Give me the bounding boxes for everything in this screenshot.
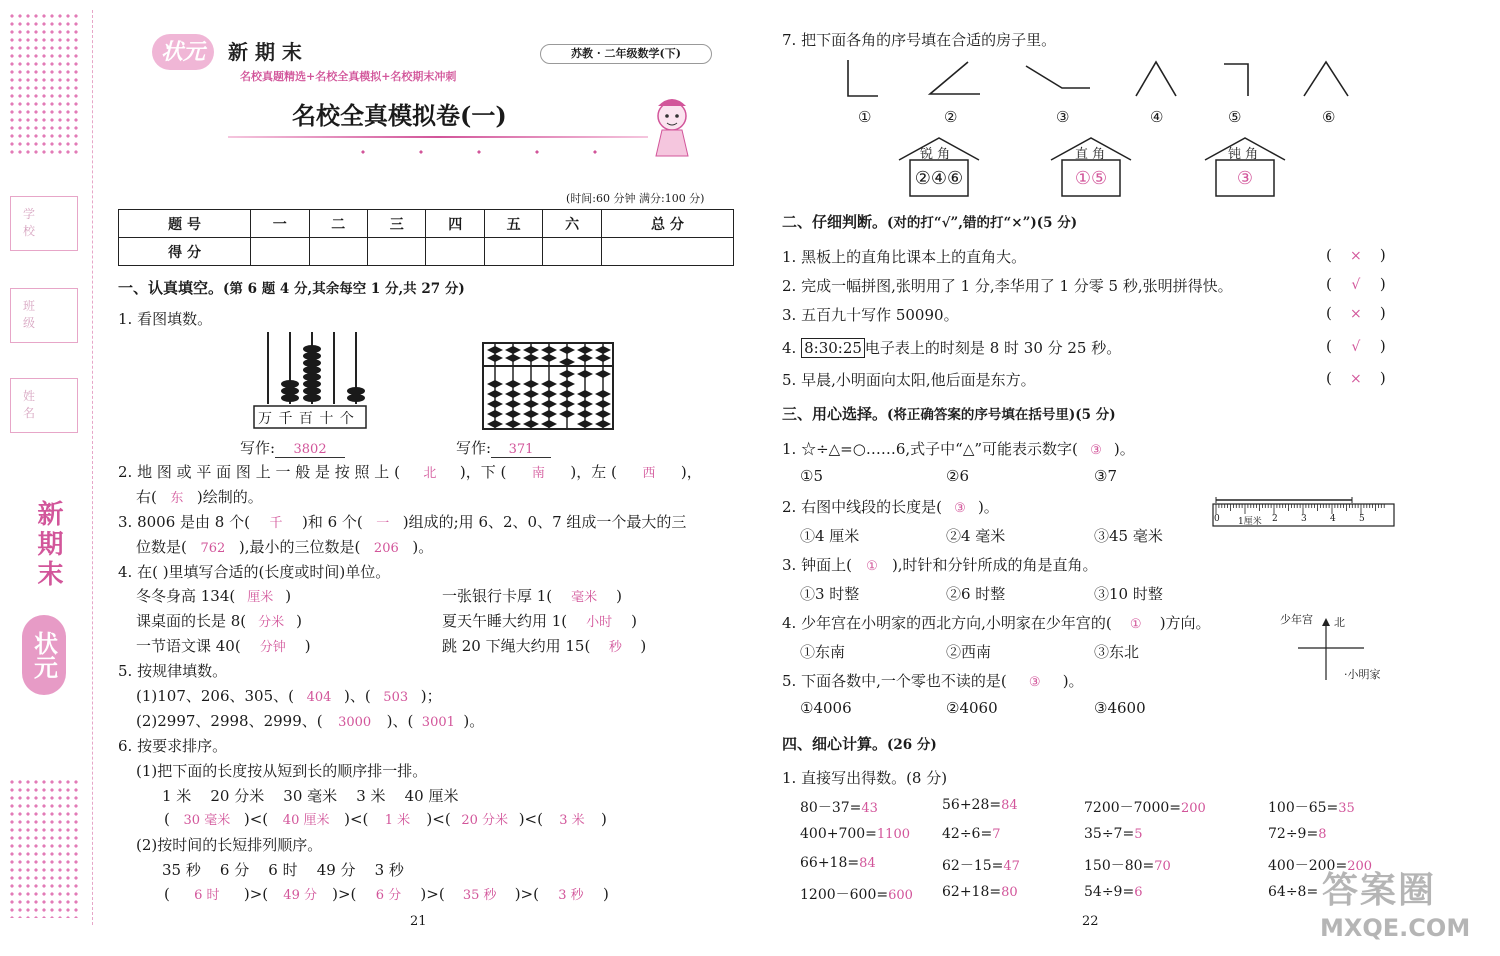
brand-title: 新 期 末: [228, 40, 302, 64]
choice-option[interactable]: ③10 时整: [1094, 585, 1163, 603]
choice-question: [782, 496, 999, 517]
order-sign: )<(: [518, 810, 543, 828]
judge-item-text: 电子表上的时刻是 8 时 30 分 25 秒。: [864, 339, 1122, 357]
calc-item: [1268, 826, 1326, 842]
score-cell[interactable]: [484, 238, 542, 266]
calc-item: [942, 797, 1018, 813]
q3-answer[interactable]: 762: [200, 541, 226, 556]
q2-answer[interactable]: 东: [170, 491, 184, 506]
page-title: 名校全真模拟卷(一): [292, 101, 507, 130]
judge-item: [782, 337, 1121, 358]
calc-item: [800, 855, 876, 871]
calc-answer[interactable]: 84: [1001, 798, 1018, 813]
section4-note: (26 分): [887, 737, 937, 753]
q2-text: )，: [680, 463, 702, 481]
q6-text: 6. 按要求排序。: [118, 737, 228, 755]
score-header: 题 号: [119, 210, 251, 238]
q5-text: 5. 按规律填数。: [118, 662, 228, 680]
calc-item: [800, 826, 910, 842]
score-table: [118, 209, 734, 266]
q4-text: 4. 在( )里填写合适的(长度或时间)单位。: [118, 563, 391, 581]
q2-answer[interactable]: 北: [423, 466, 437, 481]
calc-question: 42÷6=: [942, 826, 993, 842]
q2-answer[interactable]: 西: [642, 466, 656, 481]
q2-text: )，下 (: [459, 463, 507, 481]
watermark-cn: 答案圈: [1322, 870, 1437, 911]
calc-item: [942, 855, 1020, 875]
calc-answer[interactable]: 35: [1338, 801, 1355, 816]
score-row-label: 得 分: [119, 238, 251, 266]
order-answer[interactable]: 49 分: [283, 888, 317, 903]
order-sign: )<(: [243, 810, 269, 828]
order-sign: )<(: [344, 810, 369, 828]
judge-mark: ×: [1349, 371, 1362, 387]
calc-question: 100－65=: [1268, 800, 1339, 816]
q6-time-order: ( 6 时 )>( 49 分 )>( 6 分 )>( 35 秒 )>( 3 秒 ): [164, 885, 609, 903]
ruler-tick-label: 1厘米: [1238, 517, 1262, 527]
q1-write2: [456, 437, 551, 458]
q3-line1: [118, 511, 686, 532]
q6-len-order: ( 30 毫米 )<( 40 厘米 )<( 1 米 )<( 20 分米 )<( 3 米 ): [164, 810, 607, 828]
section2-note: (对的打“√”,错的打“×”)(5 分): [887, 215, 1078, 231]
school-field[interactable]: [10, 196, 78, 251]
q4-item-text: 夏天午睡大约用 1(: [442, 612, 568, 630]
q4-item-text: ): [304, 637, 311, 655]
choice-text: )。: [1113, 440, 1135, 458]
binding-dots-bottom: [8, 778, 80, 918]
ruler-tick-label: 2: [1272, 514, 1278, 524]
edition-badge: 苏教 · 二年级数学(下): [540, 44, 712, 64]
place-label: 万: [258, 411, 273, 427]
calc-answer[interactable]: 5: [1134, 827, 1143, 842]
q4-item: [136, 610, 302, 631]
choice-answer[interactable]: ①: [866, 559, 878, 574]
angle-label: ⑤: [1228, 108, 1242, 126]
q4-item-text: 冬冬身高 134(: [136, 587, 236, 605]
calc-item: [1084, 884, 1142, 900]
order-answer[interactable]: 3 米: [559, 813, 585, 828]
judge-mark: √: [1351, 277, 1361, 293]
score-cell[interactable]: [309, 238, 367, 266]
binding-dots-top: [8, 12, 80, 154]
q2-answer[interactable]: 南: [531, 466, 545, 481]
ruler-tick-label: 5: [1359, 514, 1365, 524]
section4-heading: [782, 733, 937, 754]
angle-label: ④: [1150, 108, 1164, 126]
calc-item: [1084, 826, 1142, 842]
calc-item: [800, 884, 913, 904]
judge-paren[interactable]: ( √ ): [1326, 275, 1386, 293]
q5-text: )、(: [344, 687, 371, 705]
calc-question: 64÷8=: [1268, 884, 1319, 900]
score-cell[interactable]: [543, 238, 601, 266]
q4-answer[interactable]: 分钟: [259, 640, 286, 655]
q3-text: 3. 8006 是由 8 个(: [118, 513, 250, 531]
time-info: (时间:60 分钟 满分:100 分): [566, 192, 705, 205]
house-name: 钝 角: [1228, 147, 1259, 162]
calc-question: 66+18=: [800, 855, 860, 871]
choice-option[interactable]: ③7: [1094, 467, 1117, 485]
q2-line1: [118, 461, 702, 482]
score-row: [119, 238, 734, 266]
q4-item: [442, 585, 622, 606]
angle-label: ②: [944, 108, 958, 126]
q2-text: )，左 (: [570, 463, 617, 481]
q4-answer[interactable]: 毫米: [571, 590, 598, 605]
page-number-right: 22: [1082, 914, 1099, 929]
calc-answer[interactable]: 80: [1001, 885, 1018, 900]
write-label: 写作:: [456, 439, 492, 457]
order-sign: )<(: [426, 810, 451, 828]
calc-answer[interactable]: 200: [1347, 859, 1373, 874]
q3-line2: [136, 536, 433, 557]
order-answer[interactable]: 35 秒: [462, 888, 497, 903]
choice-option[interactable]: ②6 时整: [946, 585, 1006, 603]
score-header: 总 分: [601, 210, 733, 238]
counting-frame-labels: [258, 408, 355, 428]
judge-item: 5. 早晨,小明面向太阳,他后面是东方。: [782, 371, 1036, 389]
calc-item: [800, 797, 878, 817]
score-header: 二: [309, 210, 367, 238]
judge-paren[interactable]: ( × ): [1326, 304, 1386, 322]
order-answer[interactable]: 6 时: [194, 888, 220, 903]
judge-paren[interactable]: ( √ ): [1326, 337, 1386, 355]
order-answer[interactable]: 30 毫米: [183, 813, 231, 828]
score-cell[interactable]: [368, 238, 426, 266]
choice-text: 2. 右图中线段的长度是(: [782, 498, 942, 516]
q4-answer[interactable]: 小时: [586, 615, 613, 630]
q4-item-text: 跳 20 下绳大约用 15(: [442, 637, 591, 655]
calc-question: 62－15=: [942, 858, 1004, 874]
q2-text: )绘制的。: [196, 488, 263, 506]
choice-answer[interactable]: ③: [954, 501, 966, 516]
class-label: 班 级: [23, 299, 50, 330]
title-underline: [228, 136, 648, 138]
calc-answer[interactable]: 1100: [876, 827, 910, 842]
mascot-illustration: [640, 92, 710, 160]
judge-item-number: 4.: [782, 339, 802, 357]
binding-logo-vertical: 状元: [22, 615, 66, 695]
q4-item-text: ): [616, 587, 623, 605]
q4-answer[interactable]: 秒: [608, 640, 622, 655]
q3-text: )。: [412, 538, 434, 556]
house-answer[interactable]: ②④⑥: [914, 168, 964, 189]
place-label: 千: [278, 411, 294, 427]
calc-question: 80－37=: [800, 800, 862, 816]
house-name: 锐 角: [920, 147, 951, 162]
school-label: 学 校: [23, 207, 50, 238]
q3-text: ),最小的三位数是(: [238, 538, 361, 556]
choice-question: [782, 670, 1084, 691]
section1-title: 一、认真填空。: [118, 279, 224, 297]
ruler-tick-label: 4: [1330, 514, 1336, 524]
ruler-tick-label: 3: [1301, 514, 1307, 524]
choice-answer[interactable]: ③: [1090, 443, 1102, 458]
q3-text: )组成的;用 6、2、0、7 组成一个最大的三: [402, 513, 687, 531]
q2-text: 右(: [136, 488, 157, 506]
name-field[interactable]: [10, 378, 78, 433]
q4-item-text: 一张银行卡厚 1(: [442, 587, 553, 605]
choice-text: )方向。: [1159, 614, 1211, 632]
score-header: 五: [484, 210, 542, 238]
choice-answer[interactable]: ①: [1129, 617, 1142, 632]
class-field[interactable]: [10, 288, 78, 343]
section1-heading: [118, 277, 465, 298]
compass-home-label: ·小明家: [1344, 668, 1381, 681]
score-header: 四: [426, 210, 484, 238]
calc-answer[interactable]: 47: [1003, 859, 1020, 874]
calc-question: 72÷9=: [1268, 826, 1319, 842]
title-dots: [334, 150, 624, 154]
compass-top-label: 少年宫: [1280, 613, 1313, 626]
choice-option[interactable]: ①3 时整: [800, 585, 860, 603]
calc-item: [1268, 884, 1318, 900]
page-number-left: 21: [410, 914, 427, 929]
calc-answer[interactable]: 6: [1134, 885, 1143, 900]
q5-text: (1)107、206、305、(: [136, 687, 294, 705]
calc-answer[interactable]: 8: [1318, 827, 1327, 842]
calc-question: 35÷7=: [1084, 826, 1135, 842]
write-answer[interactable]: 3802: [275, 442, 345, 458]
clock-display: 8:30:25: [801, 338, 865, 358]
q4-item-text: 一节语文课 40(: [136, 637, 241, 655]
score-cell[interactable]: [601, 238, 733, 266]
place-label: 个: [339, 411, 355, 427]
calc-question: 54÷9=: [1084, 884, 1135, 900]
score-header: 三: [368, 210, 426, 238]
calc-answer[interactable]: 70: [1154, 859, 1171, 874]
order-sign: )>(: [243, 885, 269, 903]
choice-option[interactable]: ②4060: [946, 699, 998, 717]
choice-option[interactable]: ③45 毫米: [1094, 527, 1163, 545]
section2-heading: [782, 211, 1077, 232]
logo-badge: 状元: [152, 34, 214, 70]
choice-option[interactable]: ①5: [800, 467, 823, 485]
q6-lengths: 1 米 20 分米 30 毫米 3 米 40 厘米: [162, 787, 459, 805]
choice-option[interactable]: ②6: [946, 467, 969, 485]
q3-answer[interactable]: 千: [269, 516, 283, 531]
choice-option[interactable]: ②西南: [946, 643, 992, 661]
choice-text: )。: [1062, 672, 1084, 690]
ruler-tick-label: 0: [1214, 514, 1220, 524]
judge-mark: √: [1351, 339, 1361, 355]
section4-title: 四、细心计算。: [782, 735, 888, 753]
choice-answer[interactable]: ③: [1028, 675, 1041, 690]
q6-part2: (2)按时间的长短排列顺序。: [136, 836, 323, 854]
angle-label: ①: [858, 108, 872, 126]
q4-answer[interactable]: 厘米: [247, 590, 274, 605]
q4-item-text: 课桌面的长是 8(: [136, 612, 247, 630]
house-answer[interactable]: ①⑤: [1074, 168, 1108, 189]
judge-item: 2. 完成一幅拼图,张明用了 1 分,李华用了 1 分零 5 秒,张明拼得快。: [782, 277, 1233, 295]
calc-item: [942, 884, 1018, 900]
calc-question: 56+28=: [942, 797, 1002, 813]
abacus: [482, 342, 614, 430]
order-sign: )>(: [420, 885, 445, 903]
house-answer[interactable]: ③: [1236, 168, 1254, 189]
q4-item-text: ): [631, 612, 638, 630]
choice-question: [782, 438, 1135, 459]
section3-heading: [782, 403, 1116, 424]
q4-item: [442, 610, 637, 631]
binding-brand-vertical: 新期末: [33, 500, 63, 590]
q5-answer[interactable]: 3000: [338, 715, 372, 730]
house-name: 直 角: [1075, 147, 1106, 162]
score-header-row: [119, 210, 734, 238]
score-cell[interactable]: [426, 238, 484, 266]
q5-answer[interactable]: 404: [306, 690, 332, 705]
choice-option[interactable]: ②4 毫米: [946, 527, 1006, 545]
q4-item-text: ): [296, 612, 303, 630]
choice-option[interactable]: ③东北: [1094, 643, 1140, 661]
q4-item: [136, 585, 291, 606]
q5-text: )。: [463, 712, 485, 730]
angles-figure: [840, 56, 1360, 100]
calc-answer[interactable]: 7: [992, 827, 1001, 842]
q5-line2: [136, 710, 484, 731]
name-label: 姓 名: [23, 389, 50, 420]
calc-question: 7200－7000=: [1084, 800, 1181, 816]
watermark-en: MXQE.COM: [1320, 914, 1471, 942]
calc-question: 1200－600=: [800, 887, 889, 903]
judge-mark: ×: [1349, 306, 1362, 322]
q5-answer[interactable]: 503: [383, 690, 409, 705]
judge-item: 1. 黑板上的直角比课本上的直角大。: [782, 248, 1027, 266]
choice-option[interactable]: ①东南: [800, 643, 846, 661]
choice-text: 3. 钟面上(: [782, 556, 852, 574]
q3-text: )和 6 个(: [301, 513, 363, 531]
q4-answer[interactable]: 分米: [258, 615, 285, 630]
score-cell[interactable]: [251, 238, 309, 266]
section1-note: (第 6 题 4 分,其余每空 1 分,共 27 分): [223, 281, 465, 297]
choice-question: [782, 612, 1211, 633]
choice-option[interactable]: ③4600: [1094, 699, 1146, 717]
q4-item-text: ): [285, 587, 292, 605]
q5-text: )；: [420, 687, 442, 705]
order-answer[interactable]: 40 厘米: [282, 813, 330, 828]
judge-mark: ×: [1349, 248, 1362, 264]
choice-text: 4. 少年宫在小明家的西北方向,小明家在少年宫的(: [782, 614, 1112, 632]
q2-text: 2. 地 图 或 平 面 图 上 一 般 是 按 照 上 (: [118, 463, 400, 481]
calc-item: [942, 826, 1000, 842]
choice-text: ),时针和分针所成的角是直角。: [891, 556, 1098, 574]
score-header: 一: [251, 210, 309, 238]
calc-answer[interactable]: 43: [861, 801, 878, 816]
angle-label: ③: [1056, 108, 1070, 126]
order-answer[interactable]: 20 分米: [461, 813, 509, 828]
write-answer[interactable]: 371: [491, 442, 551, 458]
calc-item: [1268, 797, 1355, 817]
write-label: 写作:: [240, 439, 276, 457]
choice-option[interactable]: ①4006: [800, 699, 852, 717]
section2-title: 二、仔细判断。: [782, 213, 888, 231]
q4-item: [136, 635, 311, 656]
score-header: 六: [543, 210, 601, 238]
q1-write1: [240, 437, 345, 458]
judge-item: 3. 五百九十写作 50090。: [782, 306, 959, 324]
binding-cut-line: [92, 10, 93, 925]
judge-paren[interactable]: ( × ): [1326, 246, 1386, 264]
q7-text: 7. 把下面各角的序号填在合适的房子里。: [782, 31, 1057, 49]
order-sign: )>(: [514, 885, 539, 903]
q6-times: 35 秒 6 分 6 时 49 分 3 秒: [162, 861, 404, 879]
calc-answer[interactable]: 84: [859, 856, 876, 871]
choice-text: 5. 下面各数中,一个零也不读的是(: [782, 672, 1007, 690]
q4-item-text: ): [640, 637, 647, 655]
calc-question: 62+18=: [942, 884, 1002, 900]
choice-option[interactable]: ①4 厘米: [800, 527, 860, 545]
calc-answer[interactable]: 600: [888, 888, 913, 903]
tagline: 名校真题精选+名校全真模拟+名校期末冲刺: [240, 70, 457, 83]
q6-part1: (1)把下面的长度按从短到长的顺序排一排。: [136, 762, 428, 780]
place-label: 百: [298, 411, 314, 427]
calc-question: 150－80=: [1084, 858, 1155, 874]
calc-answer[interactable]: 200: [1181, 801, 1206, 816]
calc-item: [1084, 797, 1206, 817]
q5-answer[interactable]: 3001: [421, 715, 455, 730]
q3-answer[interactable]: 一: [376, 516, 390, 531]
choice-question: [782, 554, 1098, 575]
angle-label: ⑥: [1322, 108, 1336, 126]
choice-text: 1. ☆÷△=○……6,式子中“△”可能表示数字(: [782, 440, 1078, 458]
q5-text: )、(: [386, 712, 414, 730]
section4-sub: 1. 直接写出得数。(8 分): [782, 769, 948, 787]
order-answer[interactable]: 1 米: [384, 813, 411, 828]
calc-question: 400－200=: [1268, 858, 1348, 874]
calc-item: [1084, 855, 1171, 875]
judge-paren[interactable]: ( × ): [1326, 369, 1386, 387]
q3-text: 位数是(: [136, 538, 187, 556]
q1-text: 1. 看图填数。: [118, 310, 213, 328]
q5-line1: [136, 685, 442, 706]
section3-note: (将正确答案的序号填在括号里)(5 分): [887, 407, 1116, 423]
q2-line2: [136, 486, 263, 507]
order-answer[interactable]: 3 秒: [558, 888, 584, 903]
place-label: 十: [319, 411, 335, 427]
compass-north-label: 北: [1334, 616, 1345, 629]
order-sign: )>(: [332, 885, 357, 903]
order-answer[interactable]: 6 分: [375, 888, 402, 903]
q3-answer[interactable]: 206: [373, 541, 399, 556]
calc-question: 400+700=: [800, 826, 877, 842]
q4-item: [442, 635, 646, 656]
choice-text: )。: [977, 498, 999, 516]
section3-title: 三、用心选择。: [782, 405, 888, 423]
q5-text: (2)2997、2998、2999、(: [136, 712, 323, 730]
